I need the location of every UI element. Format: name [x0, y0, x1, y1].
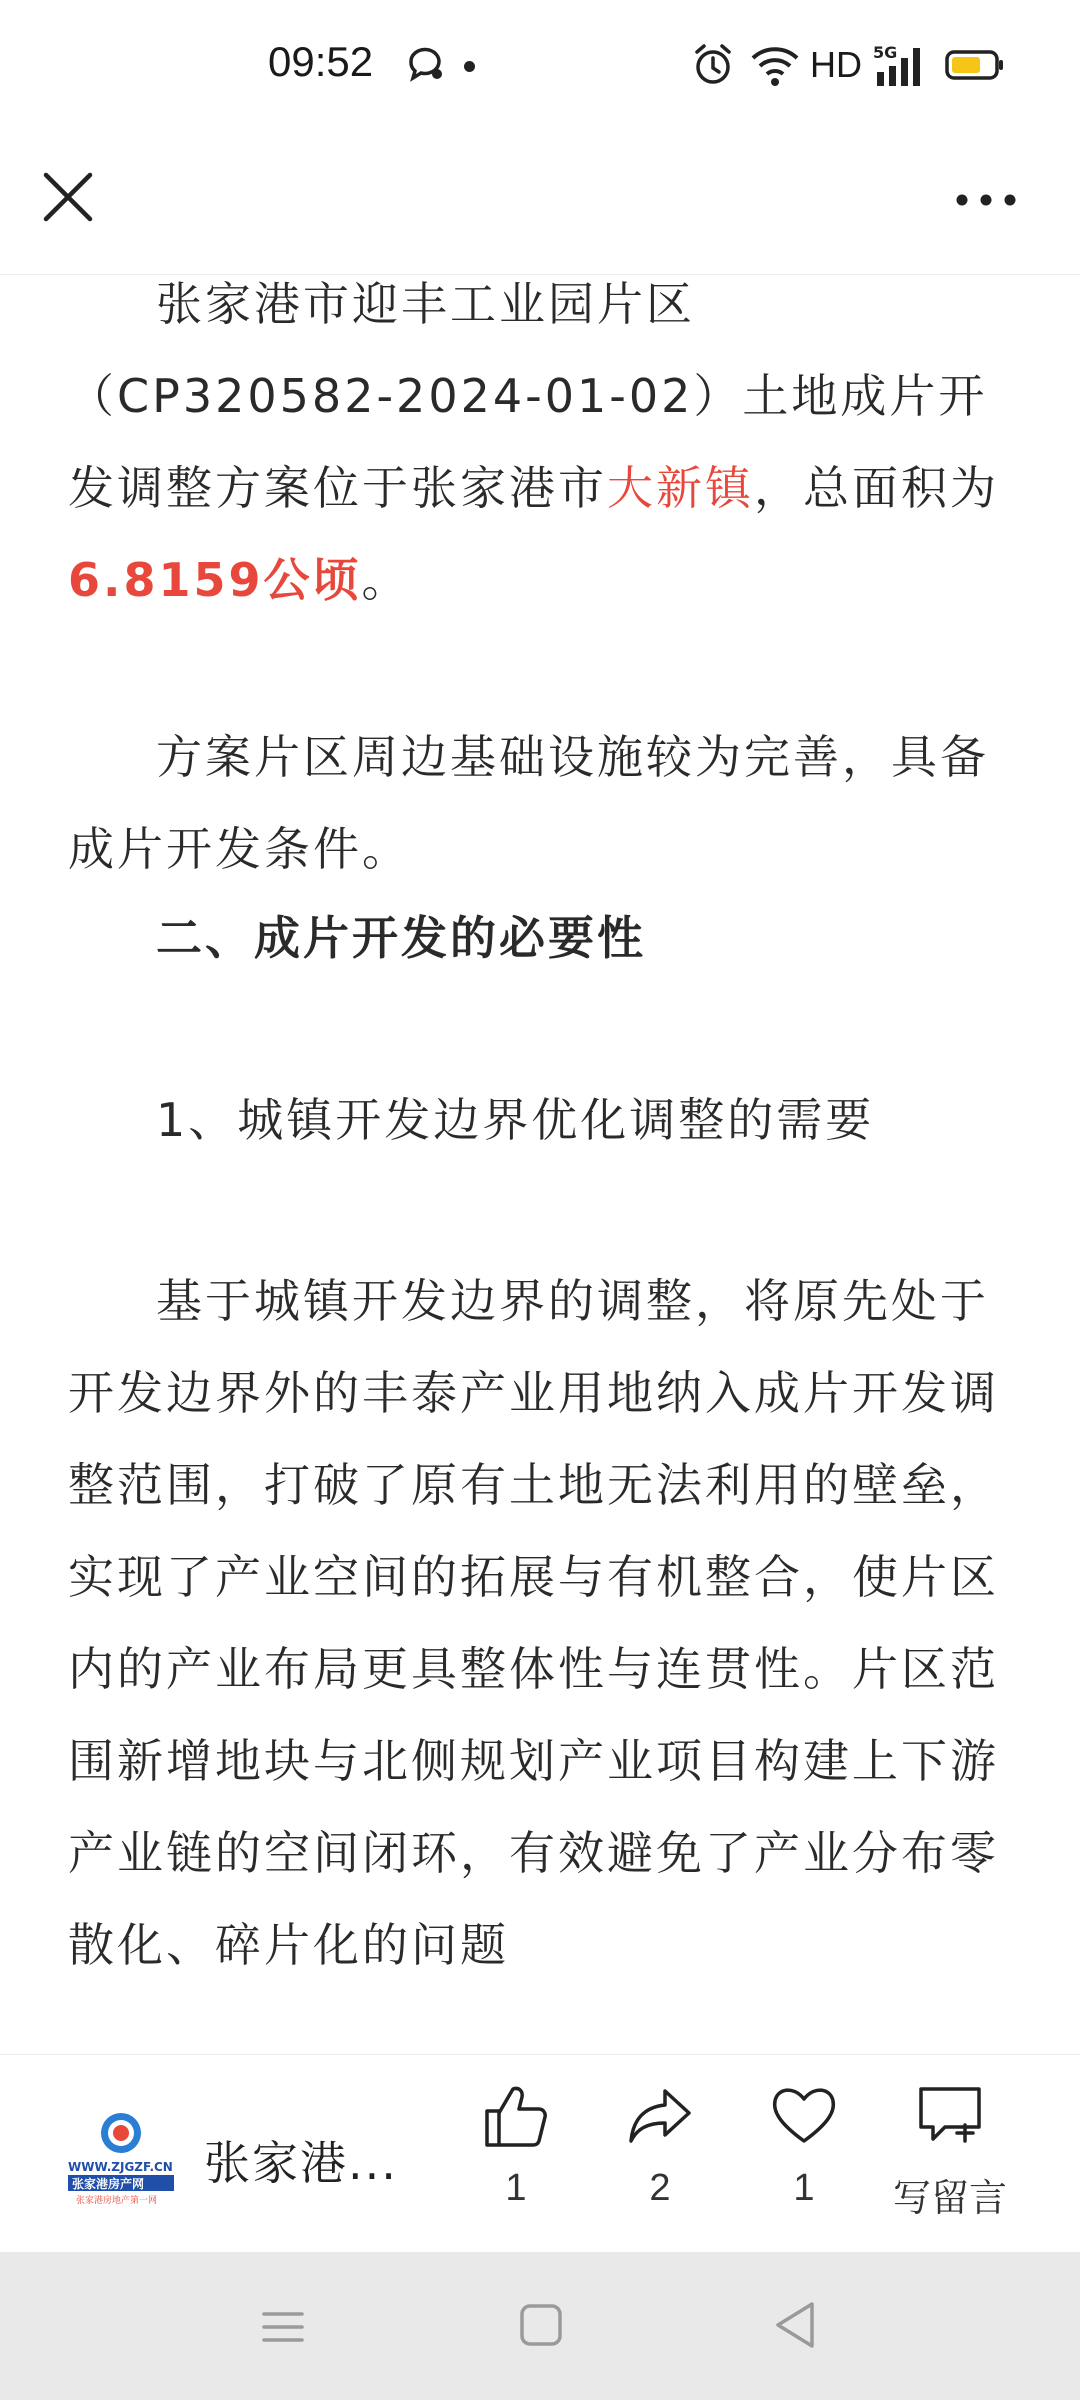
- svg-text:5G: 5G: [873, 43, 898, 62]
- comment-add-icon: [913, 2083, 987, 2149]
- top-nav: [0, 135, 1080, 275]
- menu-icon[interactable]: [258, 2302, 308, 2352]
- favorite-button[interactable]: [744, 2083, 864, 2233]
- account-logo-icon[interactable]: [66, 2101, 176, 2211]
- svg-text:张家港房地产第一网: 张家港房地产第一网: [76, 2196, 158, 2206]
- heart-icon: [769, 2083, 839, 2149]
- thumbs-up-icon: [481, 2083, 551, 2149]
- system-nav-bar: [0, 2252, 1080, 2400]
- home-icon[interactable]: [516, 2300, 566, 2350]
- highlight-location: 大新镇: [607, 461, 754, 515]
- paragraph-text: 。: [361, 553, 411, 607]
- like-count: 1: [505, 2167, 527, 2209]
- section-heading: 二、成片开发的必要性: [156, 911, 646, 965]
- svg-text:WWW.ZJGZF.CN: WWW.ZJGZF.CN: [68, 2160, 173, 2174]
- share-icon: [625, 2083, 695, 2149]
- account-name[interactable]: 张家港...: [204, 2136, 398, 2190]
- share-button[interactable]: [600, 2083, 720, 2233]
- more-icon[interactable]: [950, 175, 1022, 225]
- highlight-area: 6.8159公顷: [68, 553, 362, 607]
- status-bar: [0, 0, 1080, 135]
- back-icon[interactable]: [770, 2298, 820, 2352]
- comment-label: 写留言: [892, 2178, 1007, 2220]
- subsection-heading: 1、城镇开发边界优化调整的需要: [156, 1093, 875, 1147]
- write-comment-button[interactable]: [870, 2083, 1030, 2233]
- paragraph-location: [68, 275, 1018, 626]
- wifi-icon: [750, 42, 800, 88]
- alarm-icon: [691, 42, 735, 88]
- notification-dot: [464, 61, 475, 72]
- paragraph-text: 张家港市迎丰工业园片区（CP320582-2024-01-02）土地成片开发调整方案位于张家港市: [68, 277, 988, 515]
- bottom-action-bar: [0, 2054, 1080, 2253]
- paragraph-conditions: 方案片区周边基础设施较为完善，具备成片开发条件。: [68, 730, 989, 876]
- share-count: 2: [649, 2167, 671, 2209]
- chat-icon: [403, 44, 447, 84]
- svg-text:张家港房产网: 张家港房产网: [72, 2177, 145, 2191]
- battery-icon: [945, 42, 1005, 88]
- status-time: 09:52: [268, 38, 374, 85]
- network-label: HD: [810, 44, 862, 85]
- close-icon[interactable]: [38, 167, 98, 227]
- paragraph-text: ，总面积为: [754, 461, 999, 515]
- paragraph-necessity: 基于城镇开发边界的调整，将原先处于开发边界外的丰泰产业用地纳入成片开发调整范围，打破了原有土地无法利用的壁垒，实现了产业空间的拓展与有机整合，使片区内的产业布局更具整体性与连贯性。片区范围新增地块与北侧规划产业项目构建上下游产业链的空间闭环，有效避免了产业分布零散化、碎片化的问题: [68, 1274, 999, 1972]
- favorite-count: 1: [793, 2167, 815, 2209]
- signal-5g-icon: [873, 42, 929, 88]
- like-button[interactable]: [456, 2083, 576, 2233]
- article-content: [0, 275, 1080, 2055]
